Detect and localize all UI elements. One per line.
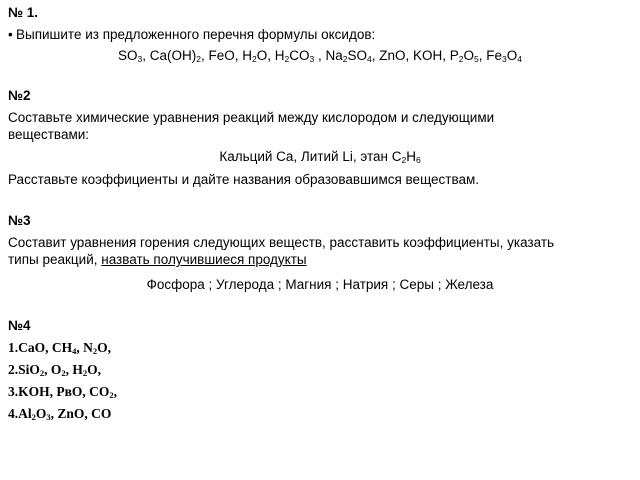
task4-item-2 <box>8 361 101 378</box>
formula-text: O <box>35 406 47 421</box>
task3-text-plain: типы реакций, <box>8 252 102 267</box>
formula-text: , Na <box>314 48 343 63</box>
subscript: 3 <box>46 412 51 422</box>
subscript: 2 <box>284 54 290 64</box>
task3-text-line2 <box>8 251 307 268</box>
task2-text-line1: Составьте химические уравнения реакций между кислородом и следующими <box>8 110 495 125</box>
subscript: 2 <box>196 54 201 64</box>
subscript: 2 <box>61 368 66 378</box>
formula-text: 3.KOH, PвO, CO <box>8 384 110 399</box>
task3-text-line1: Составит уравнения горения следующих веществ, расставить коэффициенты, указать <box>8 235 555 250</box>
formula-text: 1.CaO, CH <box>8 340 73 355</box>
subscript: 3 <box>502 54 507 64</box>
subscript: 4 <box>72 346 77 356</box>
formula-text: , FeO, H <box>200 48 252 63</box>
formula-text: O, <box>97 340 112 355</box>
subscript: 4 <box>366 54 372 64</box>
formula-text: , H <box>65 362 83 377</box>
formula-text: 2.SiO <box>8 362 40 377</box>
subscript: 5 <box>474 54 479 64</box>
task1-heading: № 1. <box>8 5 39 20</box>
subscript: 2 <box>109 390 114 400</box>
formula-text: O <box>463 48 474 63</box>
subscript: 2 <box>82 368 88 378</box>
subscript: 2 <box>39 368 45 378</box>
task4-item-1 <box>8 339 111 356</box>
task1-instruction-line <box>8 26 375 43</box>
task3-heading: №3 <box>8 213 31 228</box>
subscript: 2 <box>401 155 407 165</box>
task1-instruction: Выпишите из предложенного перечня формулы оксидов: <box>16 27 376 42</box>
subscript: 3 <box>309 54 315 64</box>
formula-text: O, <box>87 362 102 377</box>
formula-text: O, H <box>256 48 285 63</box>
formula-text: , O <box>44 362 62 377</box>
formula-text: , N <box>76 340 93 355</box>
subscript: 2 <box>92 346 98 356</box>
formula-text: CO <box>289 48 310 63</box>
formula-text: , ZnO, CO <box>50 406 112 421</box>
formula-text: , ZnO, KOH, P <box>371 48 459 63</box>
formula-text: 4.Al <box>8 406 32 421</box>
task3-substances: Фосфора ; Углерода ; Магния ; Натрия ; Серы ; Железа <box>146 277 494 292</box>
formula-text: SO <box>118 48 138 63</box>
formula-text: SO <box>347 48 367 63</box>
formula-text: H <box>406 149 416 164</box>
formula-text: , Fe <box>478 48 502 63</box>
subscript: 2 <box>31 412 36 422</box>
subscript: 2 <box>342 54 348 64</box>
formula-text: , <box>113 384 118 399</box>
task2-heading: №2 <box>8 88 31 103</box>
task2-substances <box>0 148 640 165</box>
task3-text-underlined: назвать получившиеся продукты <box>101 252 307 267</box>
subscript: 4 <box>517 54 522 64</box>
subscript: 2 <box>458 54 464 64</box>
formula-text: O <box>506 48 518 63</box>
formula-text: , Ca(OH) <box>142 48 197 63</box>
subscript: 3 <box>137 54 143 64</box>
task2-instruction: Расставьте коэффициенты и дайте названия образовавшимся веществам. <box>8 172 480 187</box>
task2-text-line2: веществами: <box>8 127 90 142</box>
task4-item-4 <box>8 405 111 422</box>
task4-item-3 <box>8 383 117 400</box>
subscript: 6 <box>415 155 421 165</box>
subscript: 2 <box>252 54 257 64</box>
task1-formulas <box>0 47 640 64</box>
formula-text: Кальций Ca, Литий Li, этан C <box>219 149 402 164</box>
bullet-marker: • <box>8 27 13 42</box>
task4-heading: №4 <box>8 318 31 333</box>
